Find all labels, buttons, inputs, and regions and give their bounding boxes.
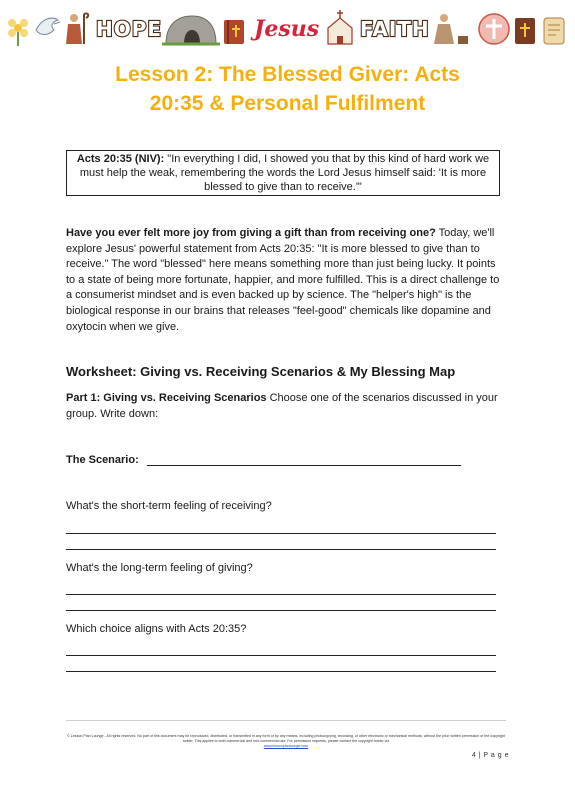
- intro-question: Have you ever felt more joy from giving a gift than from receiving one?: [66, 227, 436, 239]
- verse-line-2: must help the weak, remembering the words the Lord Jesus himself said: 'It is more: [79, 167, 487, 179]
- bible-icon: [224, 20, 244, 44]
- part1-text: Choose one of the scenarios discussed in your group. Write down:: [66, 392, 498, 420]
- answer-line[interactable]: [66, 671, 496, 672]
- verse-line-1: "In everything I did, I showed you that by this kind of hard work we: [164, 153, 490, 165]
- question-long-term-giving: What's the long-term feeling of giving?: [66, 562, 253, 574]
- header-banner: [6, 6, 569, 48]
- banner-word-jesus: Jesus: [254, 16, 320, 42]
- scroll-icon: [544, 18, 564, 44]
- scenario-label: The Scenario:: [66, 454, 139, 466]
- page-title: [40, 60, 535, 118]
- verse-box: [66, 150, 500, 196]
- answer-line[interactable]: [66, 594, 496, 595]
- scenario-answer-line[interactable]: [147, 465, 461, 466]
- answer-line[interactable]: [66, 655, 496, 656]
- shepherd-icon: [66, 13, 88, 44]
- verse-line-3: blessed to give than to receive.'": [204, 181, 362, 193]
- worksheet-heading: Worksheet: Giving vs. Receiving Scenarios & My Blessing Map: [66, 364, 456, 379]
- church-icon: [328, 10, 352, 44]
- page-number: 4 | P a g e: [471, 752, 509, 759]
- question-aligns-with-acts: Which choice aligns with Acts 20:35?: [66, 623, 247, 635]
- footer-website-link[interactable]: www.lessonplanlounge.com: [263, 744, 309, 748]
- banner-word-faith: FAITH: [360, 17, 430, 41]
- flower-icon: [8, 19, 28, 46]
- answer-line[interactable]: [66, 610, 496, 611]
- tomb-icon: [162, 16, 220, 44]
- bible-book-icon: [515, 18, 535, 44]
- part1-heading: Part 1: Giving vs. Receiving Scenarios: [66, 392, 267, 404]
- dove-icon: [36, 18, 60, 34]
- part1-instructions: [66, 390, 506, 422]
- footer-copyright: [66, 734, 506, 749]
- answer-line[interactable]: [66, 549, 496, 550]
- answer-line[interactable]: [66, 533, 496, 534]
- verse-reference: Acts 20:35 (NIV):: [76, 153, 165, 165]
- praying-hands-icon: [434, 14, 468, 44]
- copyright-text: © Lesson Plan Lounge - All rights reserved. No part of this document may be reproduced, distributed, or transmitted in any form or by any means, including photocopying, recording, or other electronic or mechanical methods, without the prior written permission of the copyright holder. This applies to both commercial and non-commercial use. For permission requests, please contact the copyright holder via: [67, 734, 505, 743]
- banner-word-hope: HOPE: [96, 17, 163, 41]
- question-short-term-receiving: What's the short-term feeling of receiving?: [66, 500, 272, 512]
- cross-icon: [479, 14, 509, 44]
- footer-divider: [66, 720, 506, 721]
- title-line-2: 20:35 & Personal Fulfilment: [149, 92, 426, 115]
- intro-paragraph: [66, 226, 506, 335]
- title-line-1: Lesson 2: The Blessed Giver: Acts: [115, 63, 460, 86]
- intro-text: Today, we'll explore Jesus' powerful statement from Acts 20:35: "It is more blessed to give than to receive." The word "blessed" here means something more than just being lucky. It points to a state of being more fortunate, happier, and more fulfilled. This is a direct challenge to a consumerist mindset and is even backed up by science. The "helper's high" is the biological response in our brains that releases "feel-good" chemicals like dopamine and oxytocin when we give.: [66, 227, 500, 333]
